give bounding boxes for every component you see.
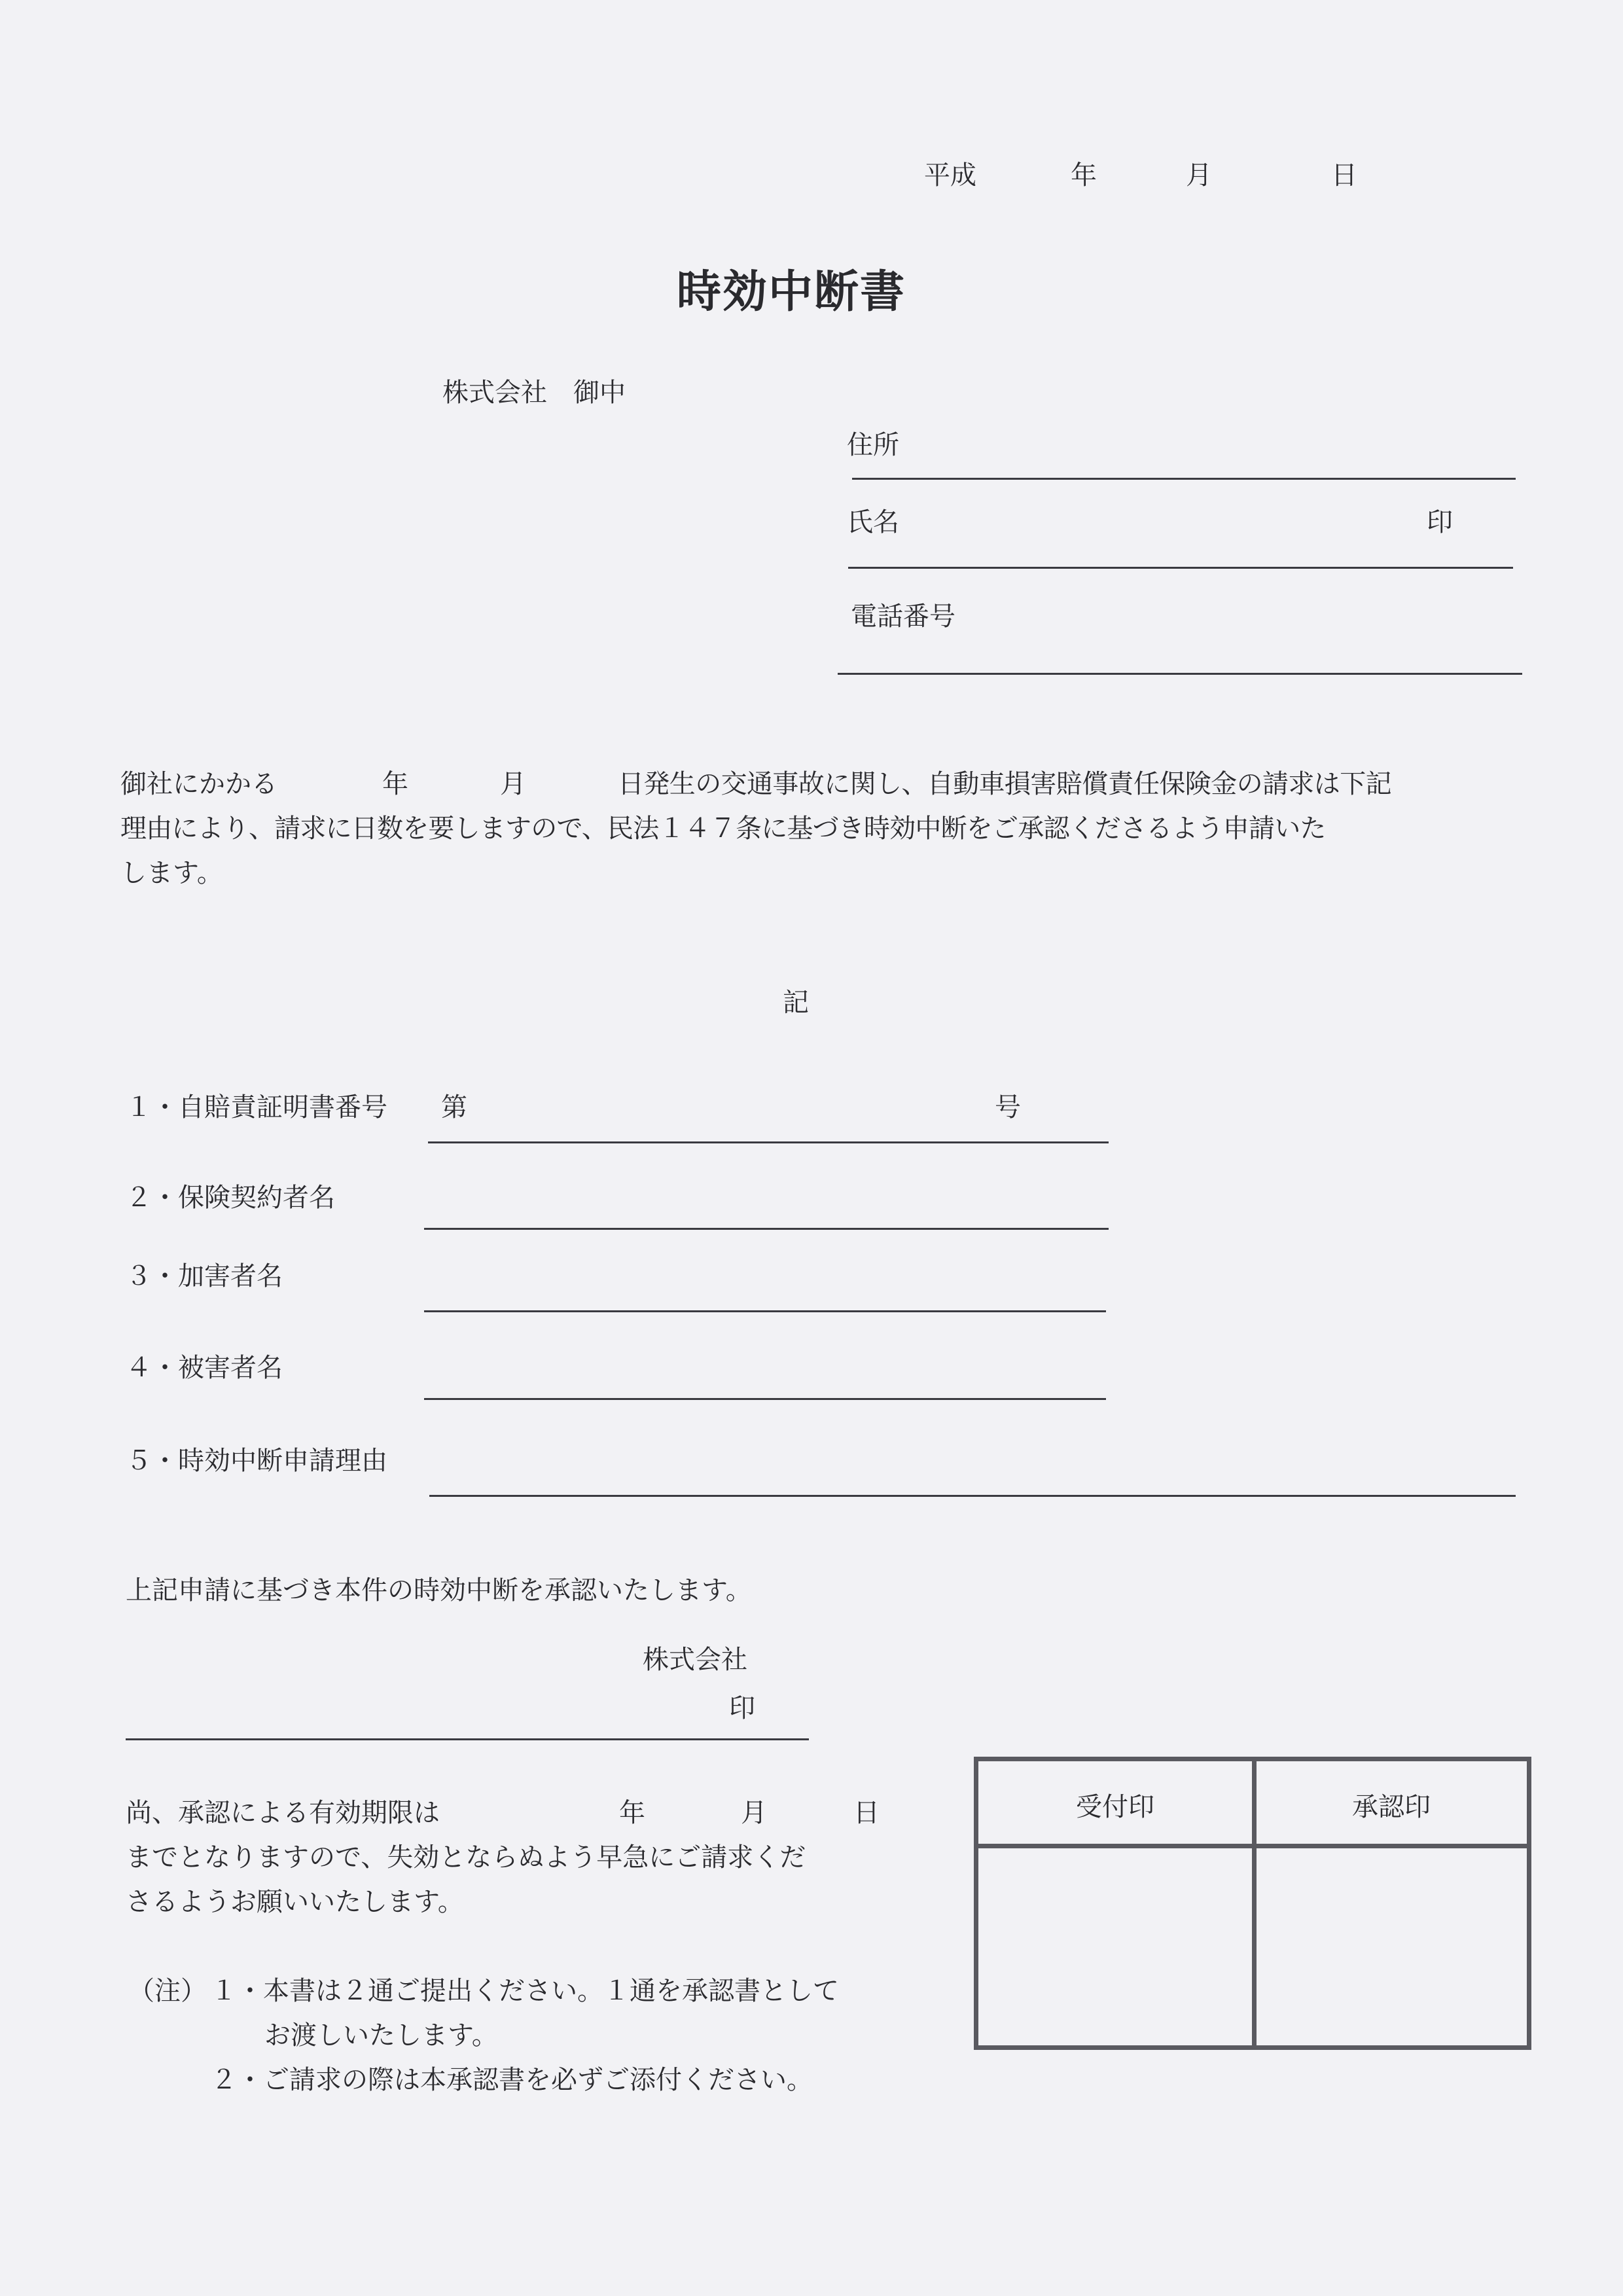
approval-company: 株式会社 bbox=[643, 1645, 747, 1675]
approval-signature-line bbox=[126, 1738, 809, 1740]
received-stamp-label: 受付印 bbox=[1076, 1792, 1154, 1822]
applicant-seal: 印 bbox=[1427, 507, 1453, 537]
stamp-box bbox=[974, 1757, 1531, 2050]
body-line1-month: 月 bbox=[500, 769, 526, 799]
phone-label: 電話番号 bbox=[851, 601, 955, 632]
date-year: 年 bbox=[1071, 160, 1097, 190]
item-1-line bbox=[428, 1141, 1109, 1143]
item-3-line bbox=[424, 1310, 1106, 1312]
validity-month: 月 bbox=[741, 1798, 767, 1828]
item-4-label: ４・被害者名 bbox=[126, 1353, 283, 1383]
validity-year: 年 bbox=[619, 1798, 645, 1828]
note-2: ２・ご請求の際は本承認書を必ずご添付ください。 bbox=[211, 2065, 813, 2095]
approval-statement: 上記申請に基づき本件の時効中断を承認いたします。 bbox=[126, 1575, 752, 1605]
document-title: 時効中断書 bbox=[677, 266, 906, 318]
approved-stamp-label: 承認印 bbox=[1352, 1792, 1431, 1822]
name-line bbox=[848, 567, 1513, 569]
item-5-line bbox=[429, 1495, 1516, 1497]
body-line1-prefix: 御社にかかる bbox=[120, 769, 277, 799]
item-4-line bbox=[424, 1398, 1106, 1400]
address-line bbox=[852, 478, 1516, 480]
validity-day: 日 bbox=[853, 1798, 880, 1828]
item-1-prefix: 第 bbox=[441, 1092, 467, 1122]
addressee: 株式会社 御中 bbox=[442, 378, 626, 408]
item-3-label: ３・加害者名 bbox=[126, 1261, 283, 1291]
ki-marker: 記 bbox=[783, 988, 809, 1018]
item-2-label: ２・保険契約者名 bbox=[126, 1183, 335, 1213]
body-line1-rest: 日発生の交通事故に関し、自動車損害賠償責任保険金の請求は下記 bbox=[618, 769, 1391, 799]
validity-line2: までとなりますので、失効とならぬよう早急にご請求くだ bbox=[126, 1842, 806, 1873]
date-month: 月 bbox=[1186, 160, 1212, 190]
notes-label: （注） bbox=[128, 1976, 207, 2006]
body-line1-year: 年 bbox=[382, 769, 408, 799]
item-1-suffix: 号 bbox=[995, 1092, 1021, 1122]
note-1-line1: １・本書は２通ご提出ください。１通を承認書として bbox=[211, 1976, 839, 2006]
item-2-line bbox=[424, 1228, 1109, 1230]
body-line2: 理由により、請求に日数を要しますので、民法１４７条に基づき時効中断をご承認くださるよう申請いた bbox=[120, 814, 1326, 844]
note-1-line2: お渡しいたします。 bbox=[264, 2020, 498, 2051]
item-1-label: １・自賠責証明書番号 bbox=[126, 1092, 387, 1122]
name-label: 氏名 bbox=[847, 507, 899, 537]
body-line3: します。 bbox=[120, 858, 223, 888]
validity-prefix: 尚、承認による有効期限は bbox=[126, 1798, 440, 1828]
date-era: 平成 bbox=[924, 160, 976, 190]
validity-line3: さるようお願いいたします。 bbox=[126, 1887, 464, 1917]
stamp-divider-horizontal bbox=[978, 1844, 1527, 1848]
item-5-label: ５・時効中断申請理由 bbox=[126, 1446, 387, 1476]
approval-seal: 印 bbox=[729, 1693, 755, 1723]
date-day: 日 bbox=[1331, 160, 1357, 190]
address-label: 住所 bbox=[847, 430, 899, 460]
phone-line bbox=[838, 673, 1522, 675]
